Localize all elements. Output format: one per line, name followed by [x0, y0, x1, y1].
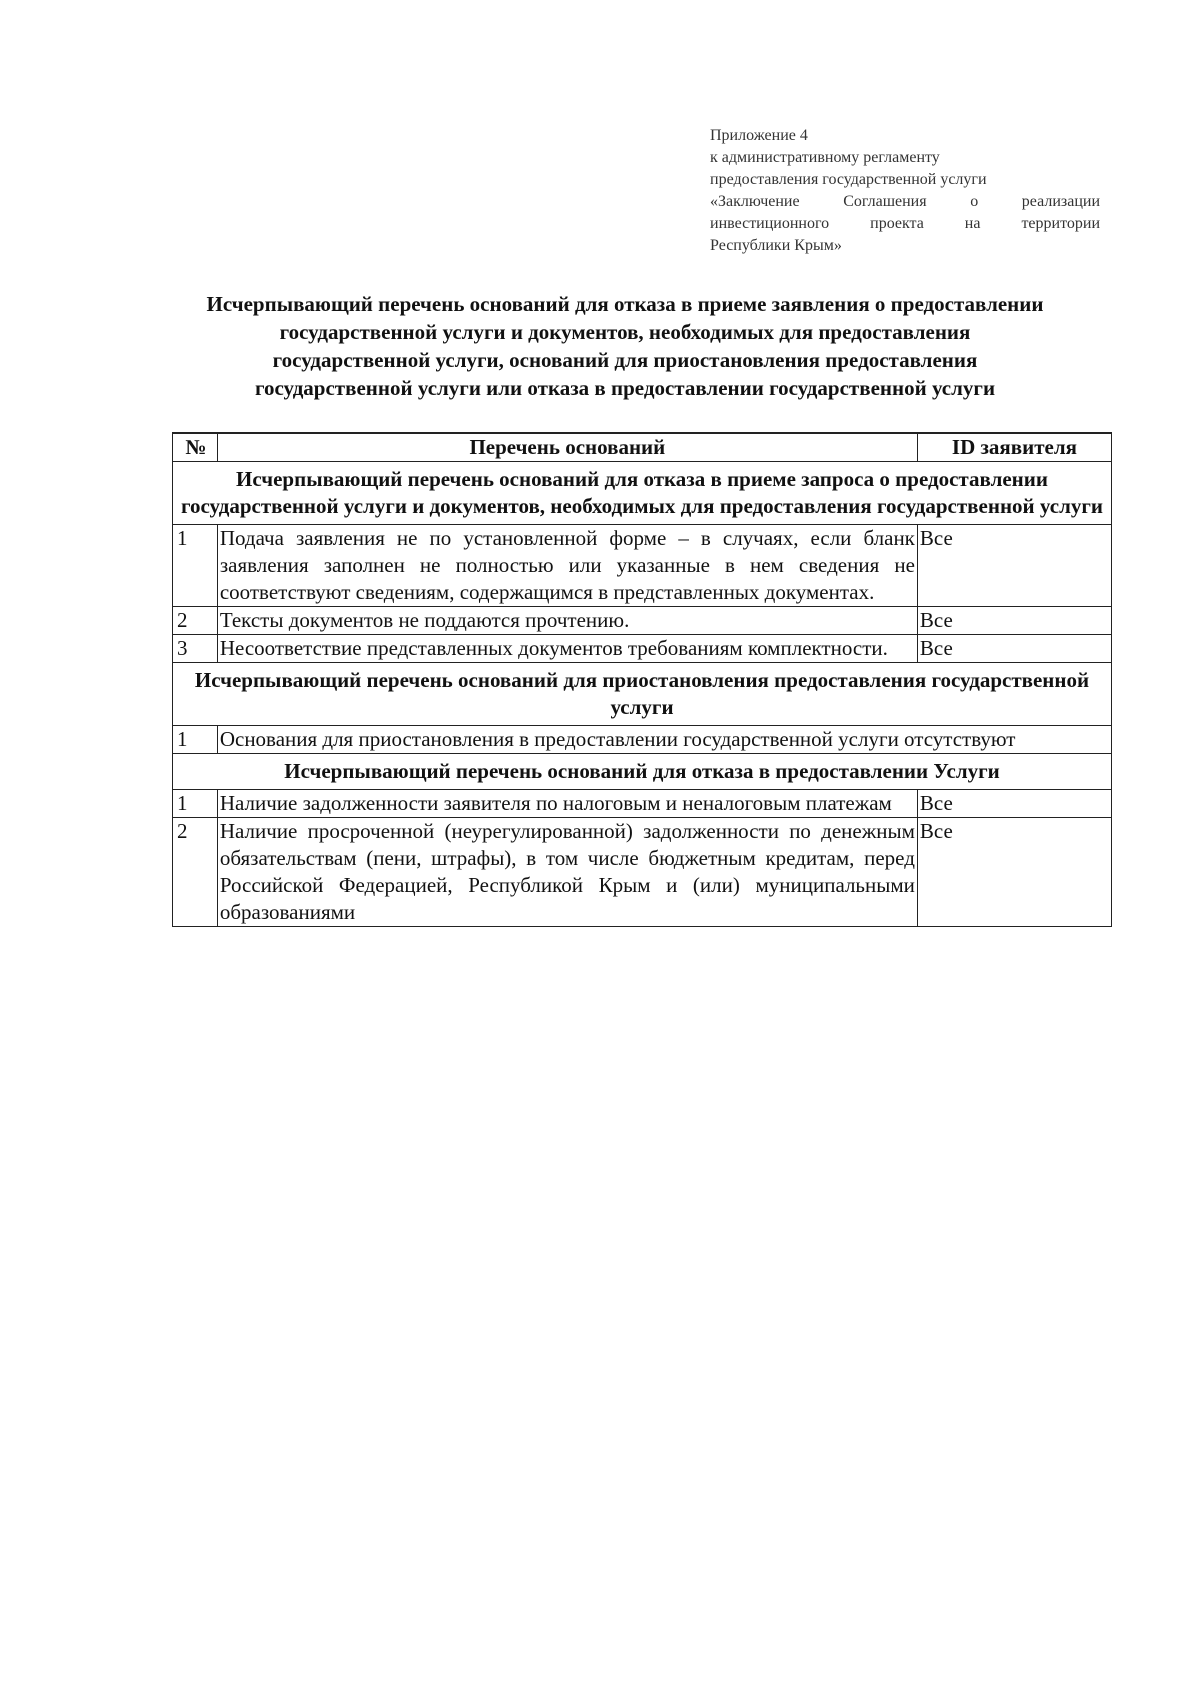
row-id: Все: [917, 790, 1111, 818]
section-header-row: [173, 754, 1112, 790]
annex-line: «Заключение Соглашения о реализации: [710, 193, 1100, 210]
row-id: Все: [917, 635, 1111, 663]
row-id: Все: [917, 607, 1111, 635]
row-num: 3: [173, 635, 218, 663]
header-num: №: [173, 433, 218, 462]
table-row: [173, 635, 1112, 663]
annex-line: Приложение 4: [710, 127, 808, 144]
section-title: Исчерпывающий перечень оснований для приостановления предоставления государственной услуги: [173, 663, 1112, 726]
grounds-table: [172, 432, 1112, 927]
row-num: 1: [173, 525, 218, 607]
row-num: 2: [173, 818, 218, 927]
section-header-row: [173, 663, 1112, 726]
section-title: Исчерпывающий перечень оснований для отказа в предоставлении Услуги: [173, 754, 1112, 790]
row-text: Наличие просроченной (неурегулированной) задолженности по денежным обязательствам (пени, штрафы), в том числе бюджетным кредитам, перед Российской Федерацией, Республикой Крым и (или) муниципальными образованиями: [217, 818, 917, 927]
header-id: ID заявителя: [917, 433, 1111, 462]
table-row: [173, 726, 1112, 754]
table-row: [173, 818, 1112, 927]
row-text: Тексты документов не поддаются прочтению.: [217, 607, 917, 635]
table-row: [173, 607, 1112, 635]
row-text: Наличие задолженности заявителя по налоговым и неналоговым платежам: [217, 790, 917, 818]
section-title: Исчерпывающий перечень оснований для отказа в приеме запроса о предоставлении государственной услуги и документов, необходимых для предоставления государственной услуги: [173, 462, 1112, 525]
row-id: Все: [917, 525, 1111, 607]
document-title: Исчерпывающий перечень оснований для отказа в приеме заявления о предоставлении государственной услуги и документов, необходимых для предоставления государственной услуги, оснований для приостановления предоставления государственной услуги или отказа в предоставлении государственной услуги: [206, 292, 1044, 400]
annex-line: Республики Крым»: [710, 237, 842, 254]
annex-note: [710, 125, 1100, 257]
section-header-row: [173, 462, 1112, 525]
table-row: [173, 525, 1112, 607]
row-id: Все: [917, 818, 1111, 927]
table-header-row: [173, 433, 1112, 462]
row-text: Основания для приостановления в предоставлении государственной услуги отсутствуют: [217, 726, 1111, 754]
row-text: Несоответствие представленных документов требованиям комплектности.: [217, 635, 917, 663]
annex-line: предоставления государственной услуги: [710, 171, 987, 188]
row-num: 1: [173, 726, 218, 754]
header-grounds: Перечень оснований: [217, 433, 917, 462]
annex-line: к административному регламенту: [710, 149, 940, 166]
row-num: 1: [173, 790, 218, 818]
row-num: 2: [173, 607, 218, 635]
annex-line: инвестиционного проекта на территории: [710, 215, 1100, 232]
table-row: [173, 790, 1112, 818]
row-text: Подача заявления не по установленной форме – в случаях, если бланк заявления заполнен не полностью или указанные в нем сведения не соответствуют сведениям, содержащимся в представленных документах.: [217, 525, 917, 607]
